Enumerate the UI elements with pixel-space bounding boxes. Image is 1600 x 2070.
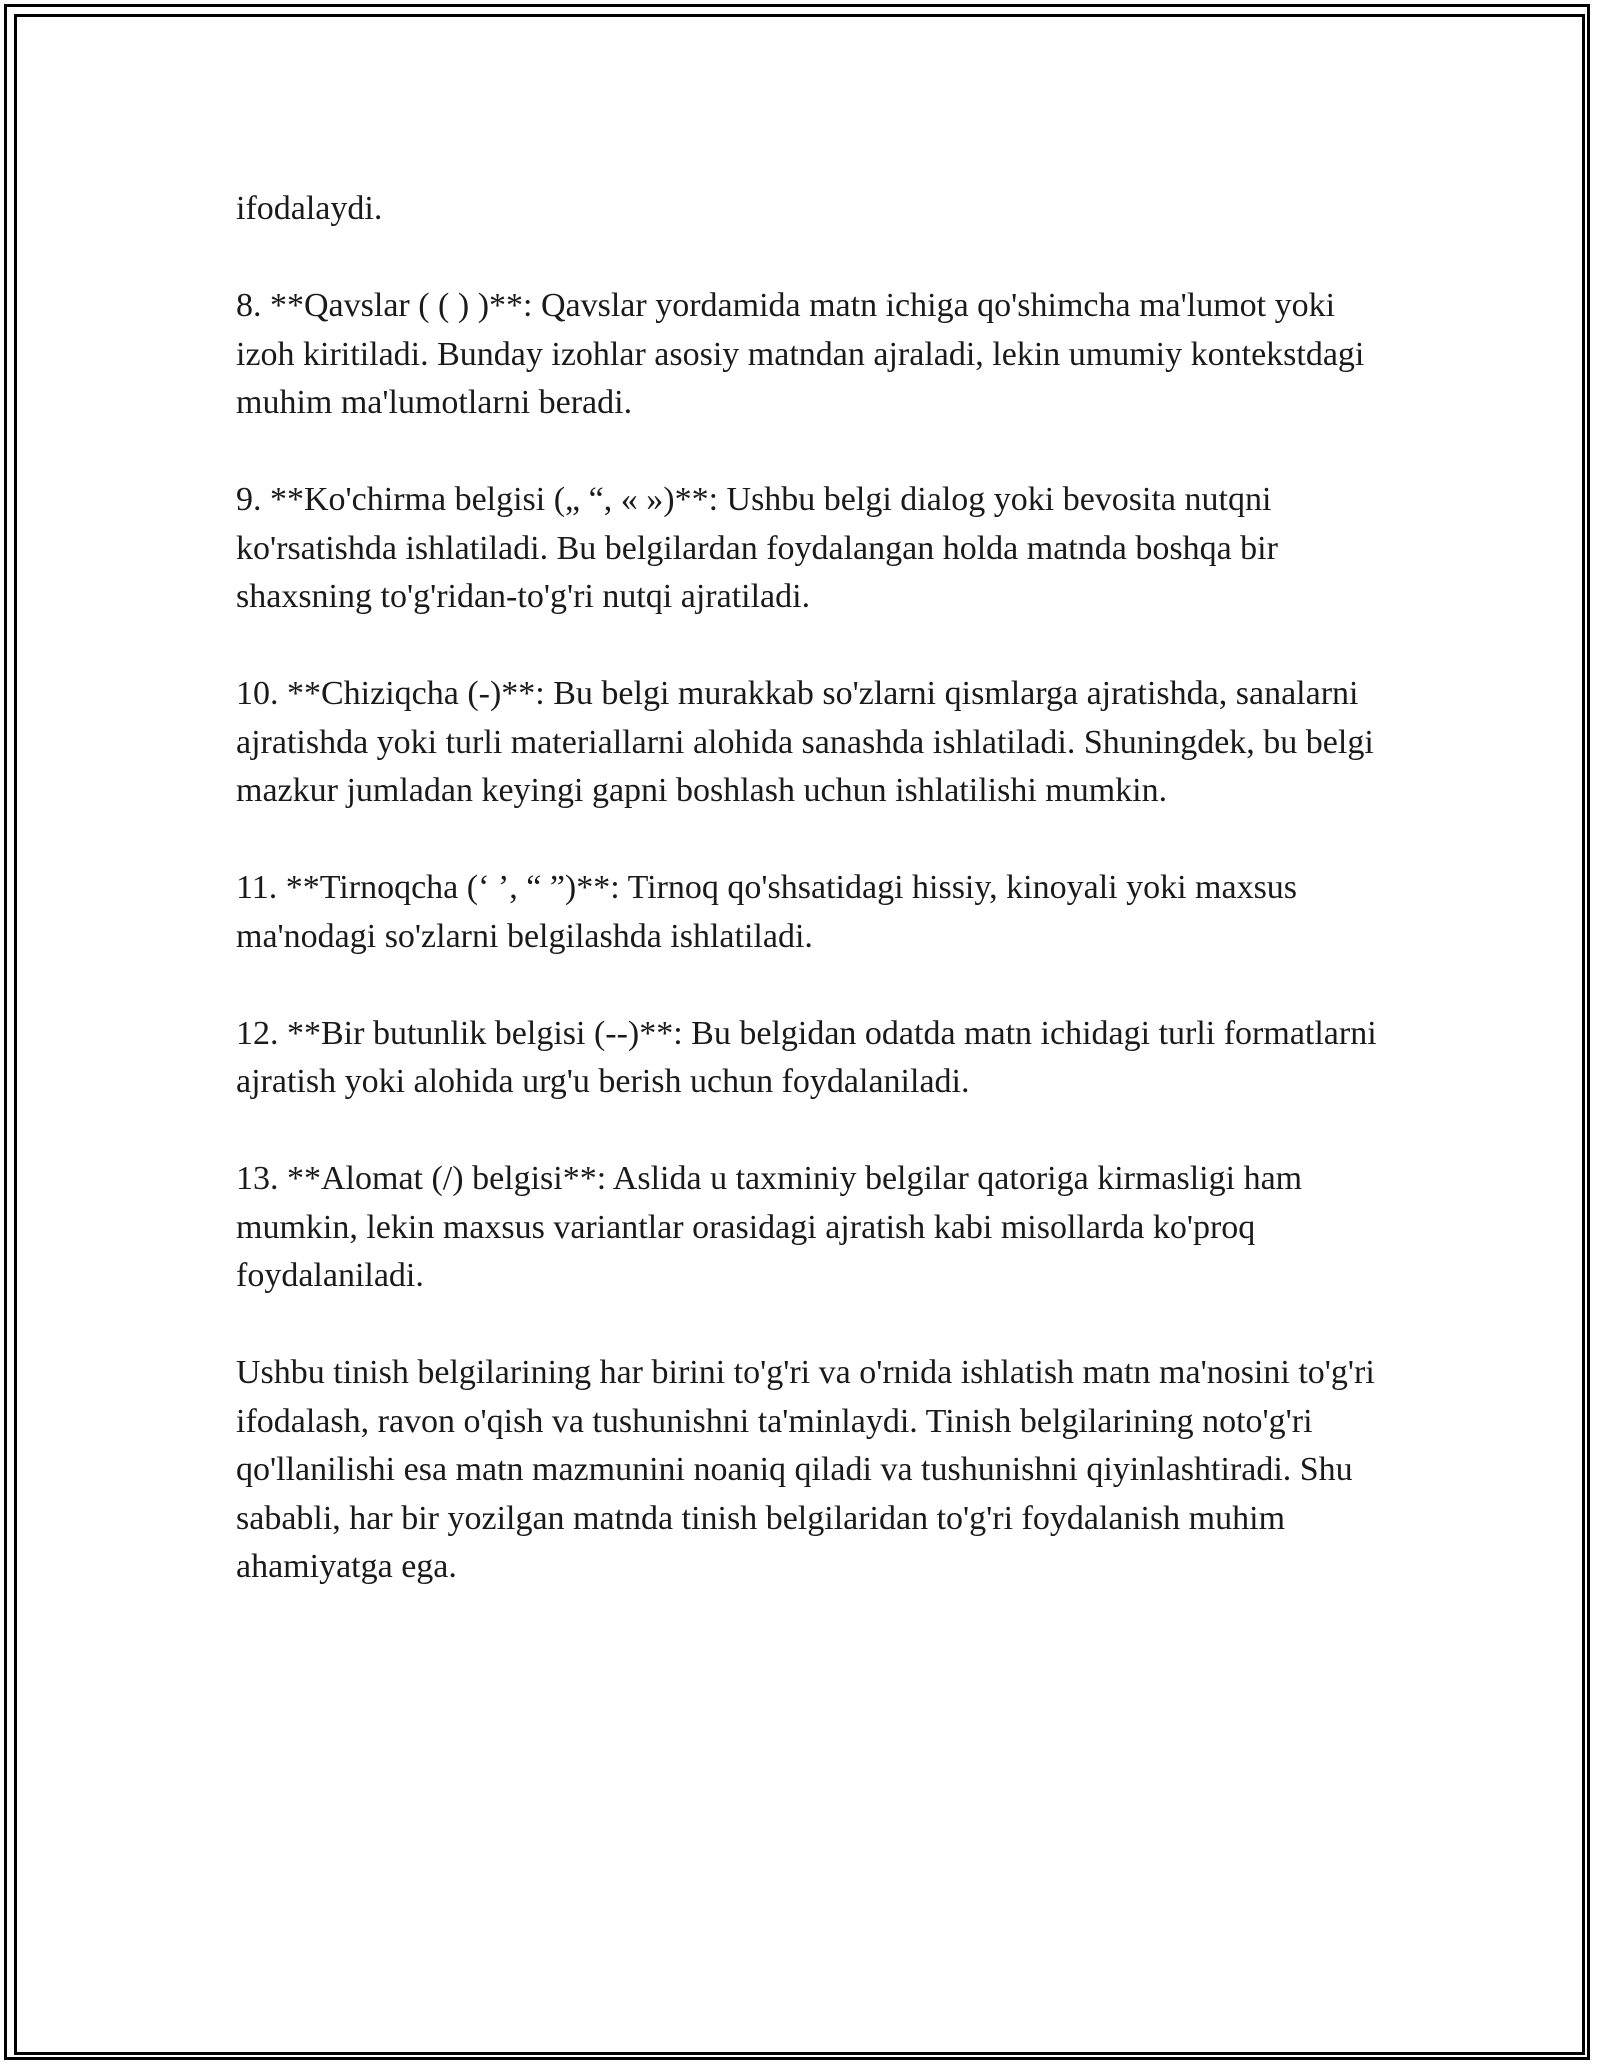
paragraph-item-9: 9. **Ko'chirma belgisi („ “, « »)**: Ushbu belgi dialog yoki bevosita nutqni ko'rsatishda ishlatiladi. Bu belgilardan foydalangan holda matnda boshqa bir shaxsning to'g'ridan-to'g'ri nutqi ajratiladi.	[236, 481, 1278, 615]
document-body	[236, 185, 1396, 1592]
paragraph-item-13: 13. **Alomat (/) belgisi**: Aslida u taxminiy belgilar qatoriga kirmasligi ham mumkin, lekin maxsus variantlar orasidagi ajratish kabi misollarda ko'proq foydalaniladi.	[236, 1160, 1303, 1294]
paragraph-item-11: 11. **Tirnoqcha (‘ ’, “ ”)**: Tirnoq qo'shsatidagi hissiy, kinoyali yoki maxsus ma'nodagi so'zlarni belgilashda ishlatiladi.	[236, 869, 1298, 955]
paragraph-item-12: 12. **Bir butunlik belgisi (--)**: Bu belgidan odatda matn ichidagi turli formatlarni ajratish yoki alohida urg'u berish uchun foydalaniladi.	[236, 1014, 1377, 1100]
paragraph-conclusion: Ushbu tinish belgilarining har birini to'g'ri va o'rnida ishlatish matn ma'nosini to'g'ri ifodalash, ravon o'qish va tushunishni ta'minlaydi. Tinish belgilarining noto'g'ri qo'llanilishi esa matn mazmunini noaniq qiladi va tushunishni qiyinlashtiradi. Shu sababli, har bir yozilgan matnda tinish belgilaridan to'g'ri foydalanish muhim ahamiyatga ega.	[236, 1354, 1375, 1585]
paragraph-item-10: 10. **Chiziqcha (-)**: Bu belgi murakkab so'zlarni qismlarga ajratishda, sanalarni ajratishda yoki turli materiallarni alohida sanashda ishlatiladi. Shuningdek, bu belgi mazkur jumladan keyingi gapni boshlash uchun ishlatilishi mumkin.	[236, 675, 1374, 809]
paragraph-item-8: 8. **Qavslar ( ( ) )**: Qavslar yordamida matn ichiga qo'shimcha ma'lumot yoki izoh kiritiladi. Bunday izohlar asosiy matndan ajraladi, lekin umumiy kontekstdagi muhim ma'lumotlarni beradi.	[236, 287, 1365, 421]
paragraph-continuation: ifodalaydi.	[236, 190, 383, 227]
